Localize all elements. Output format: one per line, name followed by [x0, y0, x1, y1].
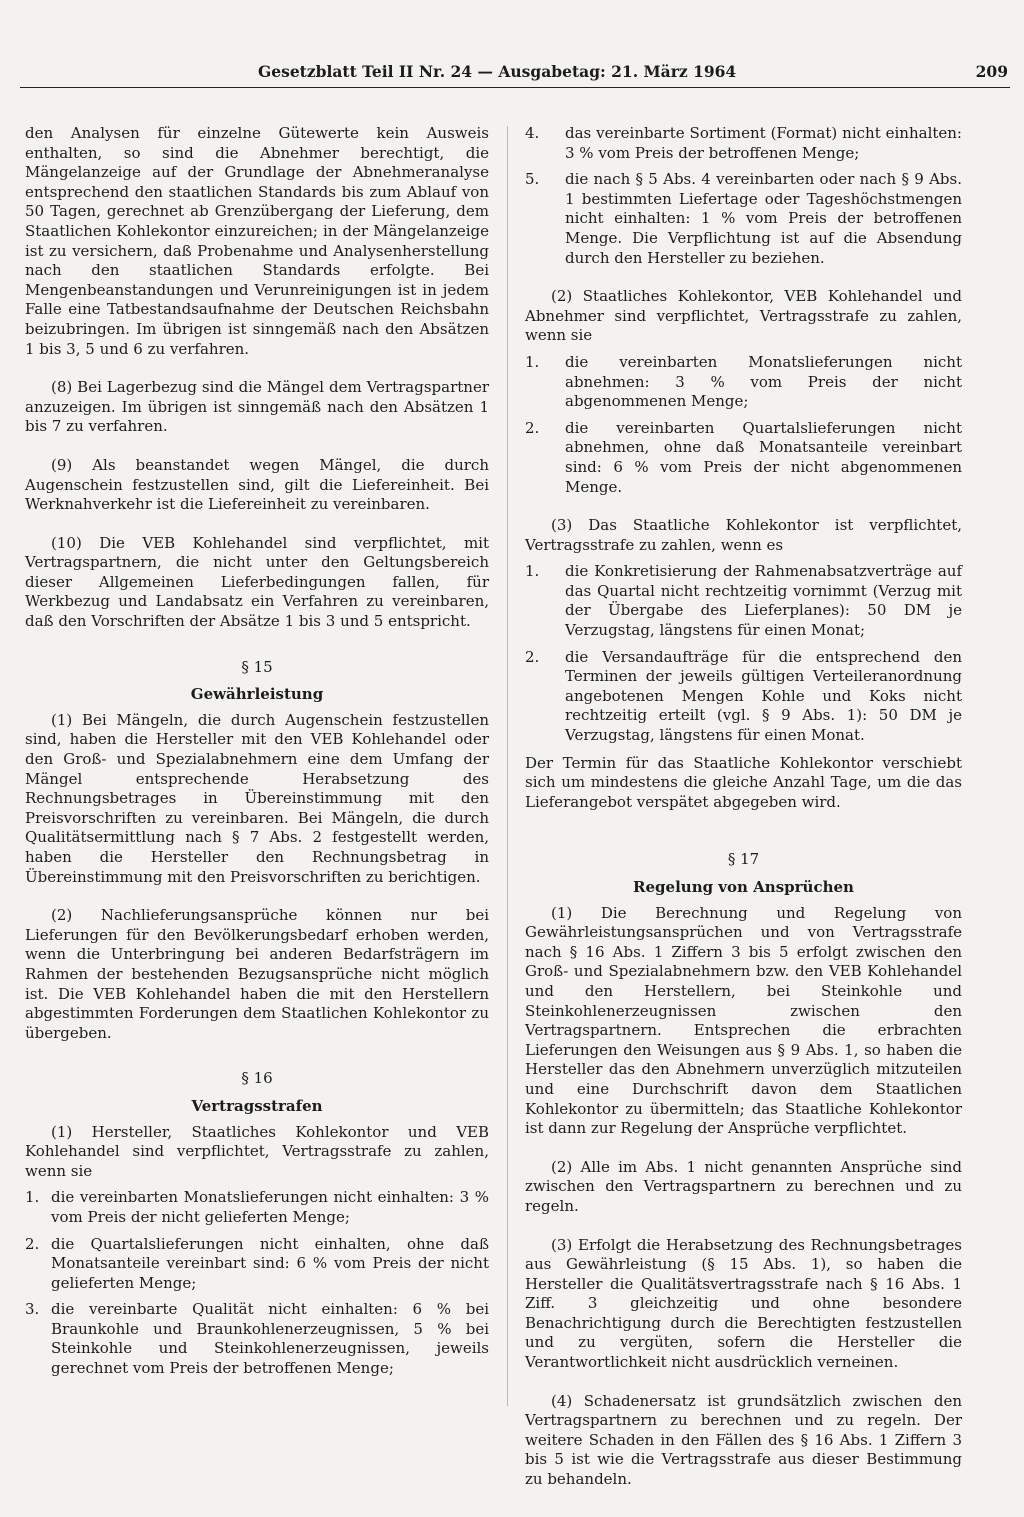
section-15-paragraph-1: (1) Bei Mängeln, die durch Augenschein festzustellen sind, haben die Hersteller mit den VEB Kohlehandel oder den Groß- und Spezialabnehmern eine dem Umfang der Mängel entsprechende Herabsetzung des Rechnungsbetrages in Übereinstimmung mit den Preisvorschriften zu vereinbaren. Bei Mängeln, die durch Qualitätsermittlung nach § 7 Abs. 2 festgestellt werden, haben die Hersteller den Rechnungsbetrag in Übereinstimmung mit den Preisvorschriften zu berichtigen.: [25, 710, 489, 886]
list-item-number: 1.: [525, 352, 540, 371]
list-item-text: die vereinbarten Quartalslieferungen nicht abnehmen, ohne daß Monatsanteile vereinbart sind: 6 % vom Preis der nicht abgenommenen Menge.: [565, 418, 962, 496]
section-16-paragraph-3-list: [525, 562, 962, 745]
section-16-paragraph-2: (2) Staatliches Kohlekontor, VEB Kohlehandel und Abnehmer sind verpflichtet, Vertragsstrafe zu zahlen, wenn sie: [525, 287, 962, 345]
list-item: [525, 353, 962, 412]
section-16-paragraph-3: (3) Das Staatliche Kohlekontor ist verpflichtet, Vertragsstrafe zu zahlen, wenn es: [525, 516, 962, 554]
paragraph-8: (8) Bei Lagerbezug sind die Mängel dem Vertragspartner anzuzeigen. Im übrigen ist sinngemäß nach den Absätzen 1 bis 7 zu verfahren.: [25, 378, 489, 436]
list-item: [25, 1188, 489, 1227]
section-17-title: Regelung von Ansprüchen: [633, 878, 854, 896]
list-item: [25, 1300, 489, 1378]
section-16-paragraph-1: (1) Hersteller, Staatliches Kohlekontor und VEB Kohlehandel sind verpflichtet, Vertragsstrafe zu zahlen, wenn sie: [25, 1122, 489, 1180]
section-15-number: § 15: [241, 657, 273, 676]
list-item-number: 2.: [25, 1234, 40, 1253]
list-item: [525, 648, 962, 746]
list-item: [525, 124, 962, 163]
section-15-title: Gewährleistung: [190, 685, 324, 704]
list-item-text: die Versandaufträge für die entsprechend den Terminen der jeweils gültigen Verteileranordnung angebotenen Mengen Kohle und Koks nicht rechtzeitig erteilt (vgl. § 9 Abs. 1): 50 DM je Verzugstag, längstens für einen Monat.: [565, 647, 962, 745]
section-17-paragraph-3: (3) Erfolgt die Herabsetzung des Rechnungsbetrages aus Gewährleistung (§ 15 Abs. 1), so haben die Hersteller die Qualitätsvertragsstrafe nach § 16 Abs. 1 Ziff. 3 gleichzeitig und ohne besondere Benachrichtigung durch die Berechtigten festzustellen und zu vergüten, sofern die Hersteller die Verantwortlichkeit nicht ausdrücklich verneinen.: [525, 1235, 962, 1372]
column-divider: [507, 126, 508, 1406]
section-16-title: Vertragsstrafen: [191, 1096, 323, 1115]
list-item: [525, 562, 962, 640]
list-item-number: 2.: [525, 647, 540, 666]
section-16-paragraph-1-list-continued: [525, 124, 962, 268]
header-rule: [20, 87, 1010, 88]
list-item: [25, 1235, 489, 1294]
list-item-text: die Quartalslieferungen nicht einhalten, ohne daß Monatsanteile vereinbart sind: 6 % vom Preis der nicht gelieferten Menge;: [51, 1234, 489, 1292]
page-header: [10, 62, 1010, 92]
section-17-paragraph-2: (2) Alle im Abs. 1 nicht genannten Ansprüche sind zwischen den Vertragspartnern zu berechnen und zu regeln.: [525, 1157, 962, 1215]
list-item-number: 2.: [525, 418, 540, 437]
section-16-paragraph-3-tail: Der Termin für das Staatliche Kohlekontor verschiebt sich um mindestens die gleiche Anzahl Tage, um die das Lieferangebot verspätet abgegeben wird.: [525, 753, 962, 811]
header-title: Gesetzblatt Teil II Nr. 24 — Ausgabetag: 21. März 1964: [258, 62, 737, 81]
paragraph-10: (10) Die VEB Kohlehandel sind verpflichtet, mit Vertragspartnern, die nicht unter den Geltungsbereich dieser Allgemeinen Lieferbedingungen fallen, für Werkbezug und Landabsatz ein Verfahren zu vereinbaren, daß den Vorschriften der Absätze 1 bis 3 und 5 entspricht.: [25, 533, 489, 631]
list-item-number: 3.: [25, 1300, 40, 1319]
list-item: [525, 419, 962, 497]
list-item-text: das vereinbarte Sortiment (Format) nicht einhalten: 3 % vom Preis der betroffenen Menge;: [565, 124, 962, 162]
list-item-number: 5.: [525, 170, 540, 189]
section-17-paragraph-1: (1) Die Berechnung und Regelung von Gewährleistungsansprüchen und von Vertragsstrafe nach § 16 Abs. 1 Ziffern 3 bis 5 erfolgt zwischen den Groß- und Spezialabnehmern bzw. den VEB Kohlehandel und den Herstellern, bei Steinkohle und Steinkohlenerzeugnissen zwischen den Vertragspartnern. Entsprechen die erbrachten Lieferungen den Weisungen aus § 9 Abs. 1, so haben die Hersteller das den Abnehmern unverzüglich mitzuteilen und eine Durchschrift davon dem Staatlichen Kohlekontor zu übermitteln; das Staatliche Kohlekontor ist dann zur Regelung der Ansprüche verpflichtet.: [525, 903, 962, 1138]
section-17-paragraph-4: (4) Schadenersatz ist grundsätzlich zwischen den Vertragspartnern zu berechnen und zu regeln. Der weitere Schaden in den Fällen des § 16 Abs. 1 Ziffern 3 bis 5 ist wie die Vertragsstrafe aus dieser Bestimmung zu behandeln.: [525, 1391, 962, 1489]
section-15-paragraph-2: (2) Nachlieferungsansprüche können nur bei Lieferungen für den Bevölkerungsbedarf erhoben werden, wenn die Unterbringung bei anderen Bedarfsträgern im Rahmen der bestehenden Bezugsansprüche nicht möglich ist. Die VEB Kohlehandel haben die mit den Herstellern abgestimmten Forderungen dem Staatlichen Kohlekontor zu übergeben.: [25, 906, 489, 1042]
section-16-paragraph-1-list: [25, 1188, 489, 1378]
paragraph-9: (9) Als beanstandet wegen Mängel, die durch Augenschein festzustellen sind, gilt die Liefereinheit. Bei Werknahverkehr ist die Liefereinheit zu vereinbaren.: [25, 455, 489, 514]
list-item: [525, 170, 962, 268]
list-item-text: die Konkretisierung der Rahmenabsatzverträge auf das Quartal nicht rechtzeitig vornimmt (Verzug mit der Übergabe des Lieferplanes): 50 DM je Verzugstag, längstens für einen Monat;: [565, 562, 962, 640]
right-column: [525, 124, 962, 1490]
section-16-number: § 16: [241, 1069, 273, 1088]
list-item-text: die vereinbarten Monatslieferungen nicht einhalten: 3 % vom Preis der nicht gelieferten Menge;: [51, 1188, 489, 1226]
paragraph-continued: den Analysen für einzelne Gütewerte kein Ausweis enthalten, so sind die Abnehmer berechtigt, die Mängelanzeige auf der Grundlage der Abnehmeranalyse entsprechend den staatlichen Standards bis zum Ablauf von 50 Tagen, gerechnet ab Grenzübergang der Lieferung, dem Staatlichen Kohlekontor einzureichen; in der Mängelanzeige ist zu versichern, daß Probenahme und Analysenherstellung nach den staatlichen Standards erfolgte. Bei Mengenbeanstandungen und Verunreinigungen ist in jedem Falle eine Tatbestandsaufnahme der Deutschen Reichsbahn beizubringen. Im übrigen ist sinngemäß nach den Absätzen 1 bis 3, 5 und 6 zu verfahren.: [25, 124, 489, 358]
list-item-text: die vereinbarte Qualität nicht einhalten: 6 % bei Braunkohle und Braunkohlenerzeugnissen, 5 % bei Steinkohle und Steinkohlenerzeugnissen, jeweils gerechnet vom Preis der betroffenen Menge;: [51, 1300, 489, 1378]
list-item-number: 4.: [525, 124, 540, 142]
left-column: [25, 124, 489, 1379]
list-item-number: 1.: [525, 562, 540, 581]
section-16-paragraph-2-list: [525, 353, 962, 497]
list-item-text: die nach § 5 Abs. 4 vereinbarten oder nach § 9 Abs. 1 bestimmten Liefertage oder Tageshöchstmengen nicht einhalten: 1 % vom Preis der betroffenen Menge. Die Verpflichtung ist auf die Absendung durch den Hersteller zu beziehen.: [565, 170, 962, 267]
list-item-number: 1.: [25, 1188, 40, 1207]
section-17-number: § 17: [727, 850, 760, 869]
list-item-text: die vereinbarten Monatslieferungen nicht abnehmen: 3 % vom Preis der nicht abgenommenen Menge;: [565, 352, 962, 411]
page-number: 209: [975, 62, 1008, 81]
